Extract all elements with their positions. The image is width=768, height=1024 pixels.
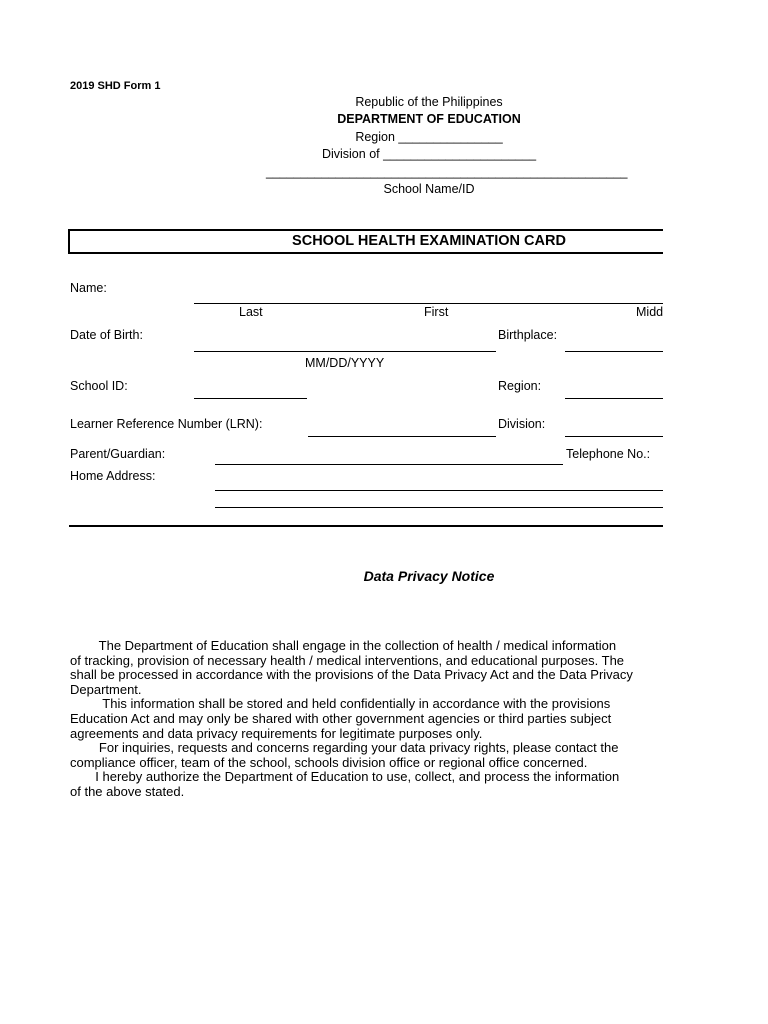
- parent-guardian-label: Parent/Guardian:: [70, 447, 166, 461]
- school-id-field[interactable]: [194, 398, 307, 399]
- division-field[interactable]: [565, 436, 663, 437]
- card-title: SCHOOL HEALTH EXAMINATION CARD: [292, 233, 566, 249]
- form-code: 2019 SHD Form 1: [70, 80, 161, 92]
- republic-label: Republic of the Philippines: [355, 95, 503, 109]
- dob-label: Date of Birth:: [70, 328, 143, 342]
- section-divider: [69, 525, 663, 527]
- birthplace-label: Birthplace:: [498, 328, 558, 342]
- notice-line: For inquiries, requests and concerns regarding your data privacy rights, please contact the: [70, 740, 619, 756]
- school-name-line: ____________________________________________________: [266, 165, 628, 179]
- department-label: DEPARTMENT OF EDUCATION: [337, 112, 521, 126]
- home-address-field-2[interactable]: [215, 507, 663, 508]
- division-label: Division:: [498, 417, 546, 431]
- name-label: Name:: [70, 281, 107, 295]
- middle-name-caption: Midd: [636, 305, 663, 319]
- region-field[interactable]: [565, 398, 663, 399]
- lrn-label: Learner Reference Number (LRN):: [70, 417, 263, 431]
- notice-line: Department.: [70, 681, 142, 697]
- dob-format-caption: MM/DD/YYYY: [305, 356, 385, 370]
- notice-line: I hereby authorize the Department of Education to use, collect, and process the information: [70, 769, 620, 785]
- name-field[interactable]: [194, 303, 663, 304]
- notice-line: agreements and data privacy requirements for legitimate purposes only.: [70, 725, 483, 741]
- telephone-label: Telephone No.:: [566, 447, 651, 461]
- notice-line: of tracking, provision of necessary health / medical interventions, and educational purposes. The: [70, 652, 625, 668]
- birthplace-field[interactable]: [565, 351, 663, 352]
- dob-field[interactable]: [194, 351, 496, 352]
- region-label: Region:: [498, 379, 542, 393]
- home-address-label: Home Address:: [70, 469, 156, 483]
- parent-guardian-field[interactable]: [215, 464, 563, 465]
- notice-line: Education Act and may only be shared with other government agencies or third parties subject: [70, 710, 612, 726]
- home-address-field-1[interactable]: [215, 490, 663, 491]
- notice-line: of the above stated.: [70, 783, 185, 799]
- lrn-field[interactable]: [308, 436, 496, 437]
- region-header-line: Region _______________: [355, 130, 503, 144]
- first-name-caption: First: [424, 305, 449, 319]
- school-id-label: School ID:: [70, 379, 128, 393]
- notice-line: This information shall be stored and held confidentially in accordance with the provisions: [70, 696, 611, 712]
- school-name-caption: School Name/ID: [383, 182, 475, 196]
- privacy-notice-title: Data Privacy Notice: [363, 568, 495, 584]
- privacy-notice-body: [70, 639, 663, 800]
- notice-line: shall be processed in accordance with the provisions of the Data Privacy Act and the Data Privacy: [70, 667, 633, 683]
- division-header-line: Division of ______________________: [321, 147, 537, 161]
- notice-line: compliance officer, team of the school, schools division office or regional office concerned.: [70, 754, 588, 770]
- notice-line: The Department of Education shall engage in the collection of health / medical information: [70, 638, 617, 653]
- last-name-caption: Last: [239, 305, 263, 319]
